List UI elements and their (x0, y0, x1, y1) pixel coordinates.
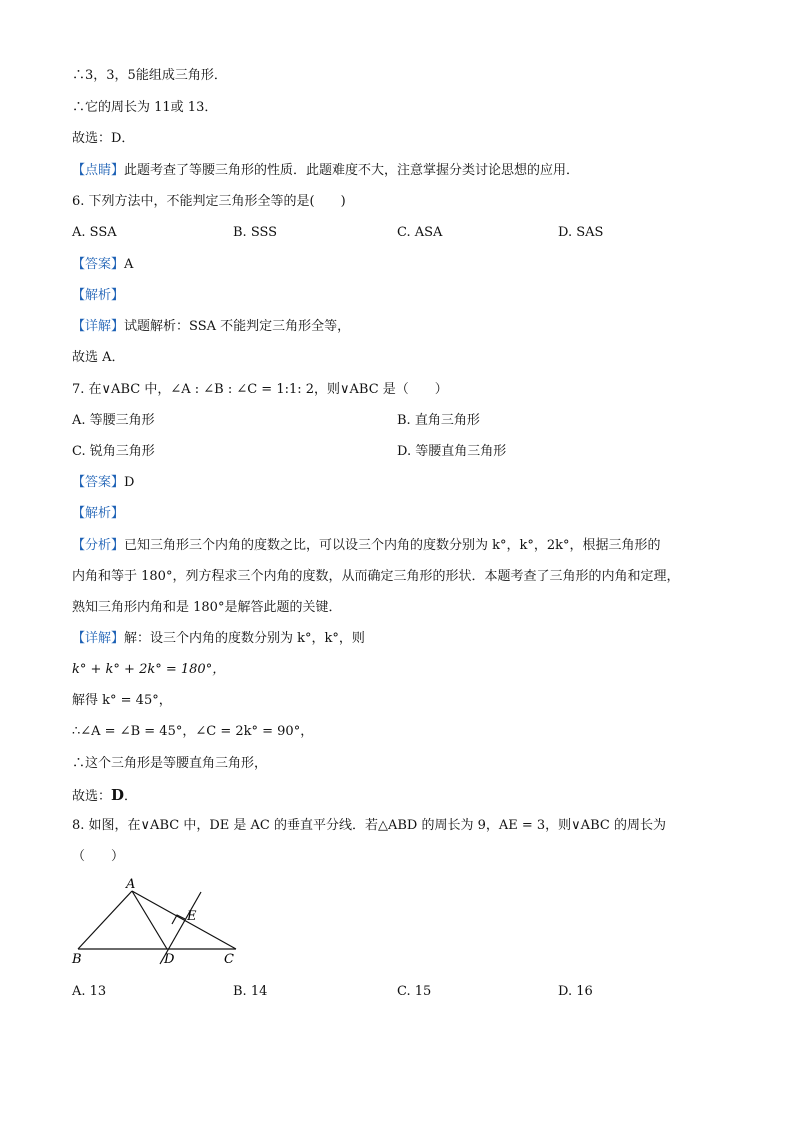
q7-answer (72, 473, 134, 493)
q6-selection: 故选 A． (72, 350, 125, 365)
segment-ac (132, 891, 236, 949)
q6-answer (72, 255, 133, 275)
text-line: 故选：D． (72, 131, 135, 146)
q6-option-c: C. ASA (397, 225, 443, 240)
q7-analysis-line-2: 内角和等于 180°，列方程求三个内角的度数，从而确定三角形的形状．本题考查了三角形的内角和定理， (72, 569, 680, 584)
segment-ab (78, 891, 132, 949)
question-8-line-2: （ ） (72, 849, 125, 864)
q6-option-b: B. SSS (233, 225, 278, 240)
selection-suffix: ． (124, 789, 138, 804)
q8-option-d: D. 16 (558, 984, 593, 999)
q7-selection (72, 785, 137, 807)
comment-tag: 【点睛】 (72, 163, 125, 178)
answer-value: D (124, 475, 135, 490)
q7-option-b: B. 直角三角形 (397, 413, 480, 428)
q7-equation-3: ∴∠A = ∠B = 45°，∠C = 2k° = 90°， (72, 724, 314, 739)
detail-text: 解：设三个内角的度数分别为 k°，k°，则 (124, 631, 365, 646)
detail-tag: 【详解】 (72, 319, 125, 334)
q6-analysis-tag: 【解析】 (72, 288, 125, 303)
q6-option-d: D. SAS (558, 225, 604, 240)
q7-analysis-tag: 【解析】 (72, 506, 125, 521)
label-e: E (187, 909, 197, 924)
q7-detail (72, 629, 365, 649)
q7-analysis-line-1 (72, 536, 661, 556)
question-8-line-1: 8. 如图，在∨ABC 中，DE 是 AC 的垂直平分线．若△ABD 的周长为 9，AE = 3，则∨ABC 的周长为 (72, 818, 666, 833)
q7-option-a: A. 等腰三角形 (72, 413, 155, 428)
answer-value: A (124, 257, 134, 272)
q6-detail (72, 317, 350, 337)
label-b: B (72, 952, 82, 967)
q6-option-a: A. SSA (72, 225, 117, 240)
q7-analysis-line-3: 熟知三角形内角和是 180°是解答此题的关键． (72, 600, 342, 615)
label-a: A (126, 877, 136, 892)
analysis-text: 已知三角形三个内角的度数之比，可以设三个内角的度数分别为 k°，k°，2k°，根据三角形的 (124, 538, 661, 553)
selection-prefix: 故选： (72, 789, 112, 804)
answer-tag: 【答案】 (72, 475, 125, 490)
selection-letter: D (111, 786, 125, 804)
question-6: 6. 下列方法中，不能判定三角形全等的是( ) (72, 194, 346, 209)
detail-tag: 【详解】 (72, 631, 125, 646)
q7-option-c: C. 锐角三角形 (72, 444, 155, 459)
comment-text: 此题考查了等腰三角形的性质．此题难度不大，注意掌握分类讨论思想的应用． (124, 163, 580, 178)
detail-text: 试题解析：SSA 不能判定三角形全等， (124, 319, 351, 334)
q7-conclusion: ∴这个三角形是等腰直角三角形， (72, 756, 268, 771)
text-line: ∴它的周长为 11或 13． (72, 100, 218, 115)
comment-line (72, 161, 579, 181)
label-d: D (164, 952, 175, 967)
question-7: 7. 在∨ABC 中，∠A : ∠B : ∠C = 1:1: 2，则∨ABC 是（ ） (72, 382, 448, 397)
q8-option-c: C. 15 (397, 984, 432, 999)
analysis-tag: 【分析】 (72, 538, 125, 553)
text-line: ∴3，3，5能组成三角形． (72, 68, 227, 83)
segment-ad (132, 891, 167, 949)
q7-equation-2: 解得 k° = 45°， (72, 693, 172, 708)
q7-option-d: D. 等腰直角三角形 (397, 444, 507, 459)
label-c: C (224, 952, 234, 967)
q8-option-a: A. 13 (72, 984, 107, 999)
triangle-figure (60, 874, 250, 974)
q7-equation-1: k° + k° + 2k° = 180°， (72, 662, 226, 677)
q8-option-b: B. 14 (233, 984, 268, 999)
answer-tag: 【答案】 (72, 257, 125, 272)
